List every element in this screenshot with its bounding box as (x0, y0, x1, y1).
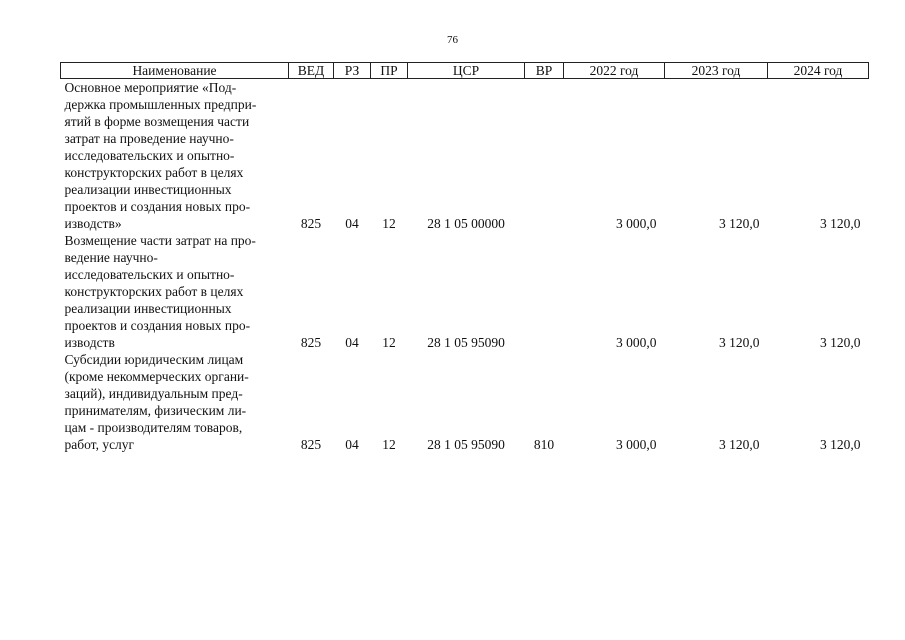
cell-2024: 3 120,0 (820, 437, 861, 452)
name-line: конструкторских работ в целях (64, 284, 244, 299)
header-pr: ПР (371, 63, 408, 79)
name-line: Субсидии юридическим лицам (64, 352, 244, 367)
header-2023: 2023 год (665, 63, 768, 79)
table-header-row (61, 63, 869, 79)
cell-2022: 3 000,0 (616, 216, 657, 231)
header-csr: ЦСР (408, 63, 525, 79)
cell-name (61, 232, 289, 351)
cell-2024: 3 120,0 (820, 216, 861, 231)
cell-csr: 28 1 05 95090 (427, 437, 505, 452)
table-row (61, 79, 869, 233)
name-line: изводств (64, 335, 115, 350)
cell-name (61, 351, 289, 453)
name-text (65, 232, 285, 351)
name-line: изводств» (64, 216, 122, 231)
name-line: исследовательских и опытно- (64, 267, 235, 282)
name-line: ятий в форме возмещения части (64, 114, 250, 129)
name-line: принимателям, физическим ли- (64, 403, 247, 418)
cell-2023: 3 120,0 (719, 335, 760, 350)
page-number: 76 (447, 34, 458, 46)
header-ved: ВЕД (289, 63, 334, 79)
cell-2023: 3 120,0 (719, 437, 760, 452)
name-line: заций), индивидуальным пред- (64, 386, 243, 401)
name-line: Возмещение части затрат на про- (64, 233, 256, 248)
table-row (61, 351, 869, 453)
cell-vr (525, 232, 564, 351)
header-name: Наименование (61, 63, 289, 79)
budget-table (60, 62, 869, 453)
cell-2024: 3 120,0 (820, 335, 861, 350)
name-line: проектов и создания новых про- (64, 199, 251, 214)
name-text (65, 79, 285, 232)
cell-pr: 12 (382, 437, 396, 452)
name-line: реализации инвестиционных (64, 301, 232, 316)
name-line: ведение научно- (64, 250, 158, 265)
name-line: затрат на проведение научно- (64, 131, 234, 146)
cell-ved: 825 (300, 335, 322, 350)
cell-name (61, 79, 289, 233)
cell-pr: 12 (382, 335, 396, 350)
cell-2022: 3 000,0 (616, 335, 657, 350)
cell-pr: 12 (382, 216, 396, 231)
cell-vr: 810 (533, 437, 555, 452)
table-row (61, 232, 869, 351)
name-line: работ, услуг (64, 437, 135, 452)
cell-rz: 04 (345, 437, 359, 452)
table-body (61, 79, 869, 454)
name-line: конструкторских работ в целях (64, 165, 244, 180)
cell-ved: 825 (300, 216, 322, 231)
header-2022: 2022 год (564, 63, 665, 79)
cell-ved: 825 (300, 437, 322, 452)
name-line: (кроме некоммерческих органи- (64, 369, 249, 384)
name-line: держка промышленных предпри- (64, 97, 257, 112)
name-line: проектов и создания новых про- (64, 318, 251, 333)
cell-rz: 04 (345, 335, 359, 350)
cell-2023: 3 120,0 (719, 216, 760, 231)
cell-csr: 28 1 05 95090 (427, 335, 505, 350)
cell-vr (525, 79, 564, 233)
name-line: цам - производителям товаров, (64, 420, 243, 435)
cell-rz: 04 (345, 216, 359, 231)
name-text (65, 351, 285, 453)
cell-csr: 28 1 05 00000 (427, 216, 505, 231)
name-line: исследовательских и опытно- (64, 148, 235, 163)
name-line: Основное мероприятие «Под- (64, 80, 237, 95)
header-2024: 2024 год (768, 63, 869, 79)
name-line: реализации инвестиционных (64, 182, 232, 197)
cell-2022: 3 000,0 (616, 437, 657, 452)
header-rz: РЗ (334, 63, 371, 79)
header-vr: ВР (525, 63, 564, 79)
